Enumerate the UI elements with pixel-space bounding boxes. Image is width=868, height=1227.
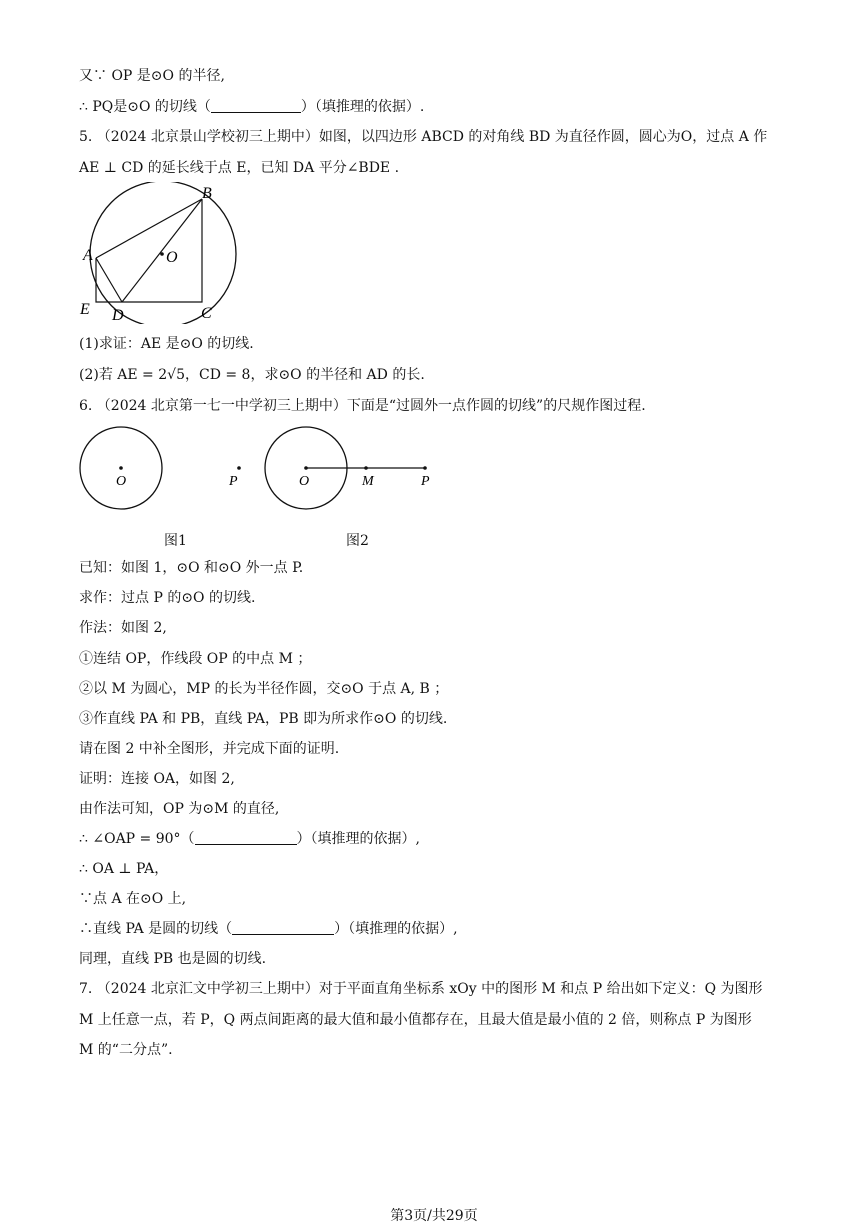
- proof-line-3b: ）（填推理的依据）,: [296, 831, 420, 847]
- proof-line-6b: ）（填推理的依据）,: [334, 921, 458, 937]
- q5-stem-2: AE ⊥ CD 的延长线于点 E，已知 DA 平分∠BDE .: [79, 160, 400, 176]
- q6-step1: ①连结 OP，作线段 OP 的中点 M ；: [79, 651, 312, 667]
- q5-stem-1: 5. （2024 北京景山学校初三上期中）如图，以四边形 ABCD 的对角线 BD 为直径作圆，圆心为O，过点 A 作: [79, 129, 768, 145]
- proof-line-5: ∵点 A 在⊙O 上,: [79, 891, 187, 907]
- line-pq-tangent-b: ）（填推理的依据）.: [300, 99, 425, 115]
- fig1-label-P: P: [229, 474, 238, 489]
- label-A: A: [83, 247, 93, 264]
- figure-q6: [74, 424, 444, 518]
- proof-line-4: ∴ OA ⊥ PA，: [79, 861, 169, 877]
- proof-line-3: [79, 829, 420, 849]
- label-B: B: [202, 185, 212, 202]
- fig2-label-M: M: [362, 474, 374, 489]
- proof-line-7: 同理，直线 PB 也是圆的切线.: [79, 951, 267, 967]
- fig1-label-O: O: [116, 474, 127, 489]
- label-E: E: [80, 301, 90, 318]
- proof-line-6a: ∴直线 PA 是圆的切线（: [79, 921, 233, 937]
- q7-stem-3: M 的“二分点”.: [79, 1042, 173, 1058]
- q6-method: 作法：如图 2,: [79, 620, 167, 636]
- label-O: O: [166, 249, 178, 266]
- answer-blank-1[interactable]: [211, 98, 301, 113]
- q7-stem-1: 7. （2024 北京汇文中学初三上期中）对于平面直角坐标系 xOy 中的图形 M 和点 P 给出如下定义：Q 为图形: [79, 981, 763, 997]
- q6-request: 请在图 2 中补全图形，并完成下面的证明.: [79, 741, 340, 757]
- proof-line-3a: ∴ ∠OAP = 90°（: [79, 831, 195, 847]
- caption-fig1: 图1: [164, 533, 187, 549]
- fig2-label-O: O: [299, 474, 310, 489]
- figure-q5: [74, 182, 264, 324]
- answer-blank-2[interactable]: [195, 830, 297, 845]
- q5-part2: (2)若 AE = 2√5，CD = 8，求⊙O 的半径和 AD 的长.: [79, 367, 425, 383]
- caption-fig2: 图2: [346, 533, 369, 549]
- label-D: D: [112, 307, 124, 324]
- page-footer: 第3页/共29页: [390, 1208, 478, 1224]
- proof-line-1: 证明：连接 OA，如图 2,: [79, 771, 235, 787]
- line-op-radius: 又∵ OP 是⊙O 的半径,: [79, 68, 225, 84]
- q7-stem-2: M 上任意一点，若 P，Q 两点间距离的最大值和最小值都存在，且最大值是最小值的 2 倍，则称点 P 为图形: [79, 1012, 752, 1028]
- proof-line-6: [79, 919, 458, 939]
- q5-lines: [96, 199, 202, 302]
- answer-blank-3[interactable]: [232, 920, 334, 935]
- q6-stem: 6. （2024 北京第一七一中学初三上期中）下面是“过圆外一点作圆的切线”的尺规作图过程.: [79, 398, 646, 414]
- proof-line-2: 由作法可知，OP 为⊙M 的直径,: [79, 801, 280, 817]
- q6-given: 已知：如图 1，⊙O 和⊙O 外一点 P.: [79, 560, 304, 576]
- q6-step3: ③作直线 PA 和 PB，直线 PA，PB 即为所求作⊙O 的切线.: [79, 711, 448, 727]
- q5-part1: (1)求证：AE 是⊙O 的切线.: [79, 336, 254, 352]
- line-pq-tangent: [79, 97, 424, 117]
- q5-center-dot: [160, 252, 164, 256]
- line-pq-tangent-a: ∴ PQ是⊙O 的切线（: [79, 99, 211, 115]
- label-C: C: [201, 305, 212, 322]
- fig2-label-P: P: [421, 474, 430, 489]
- q6-step2: ②以 M 为圆心，MP 的长为半径作圆，交⊙O 于点 A, B ；: [79, 681, 449, 697]
- q6-task: 求作：过点 P 的⊙O 的切线.: [79, 590, 256, 606]
